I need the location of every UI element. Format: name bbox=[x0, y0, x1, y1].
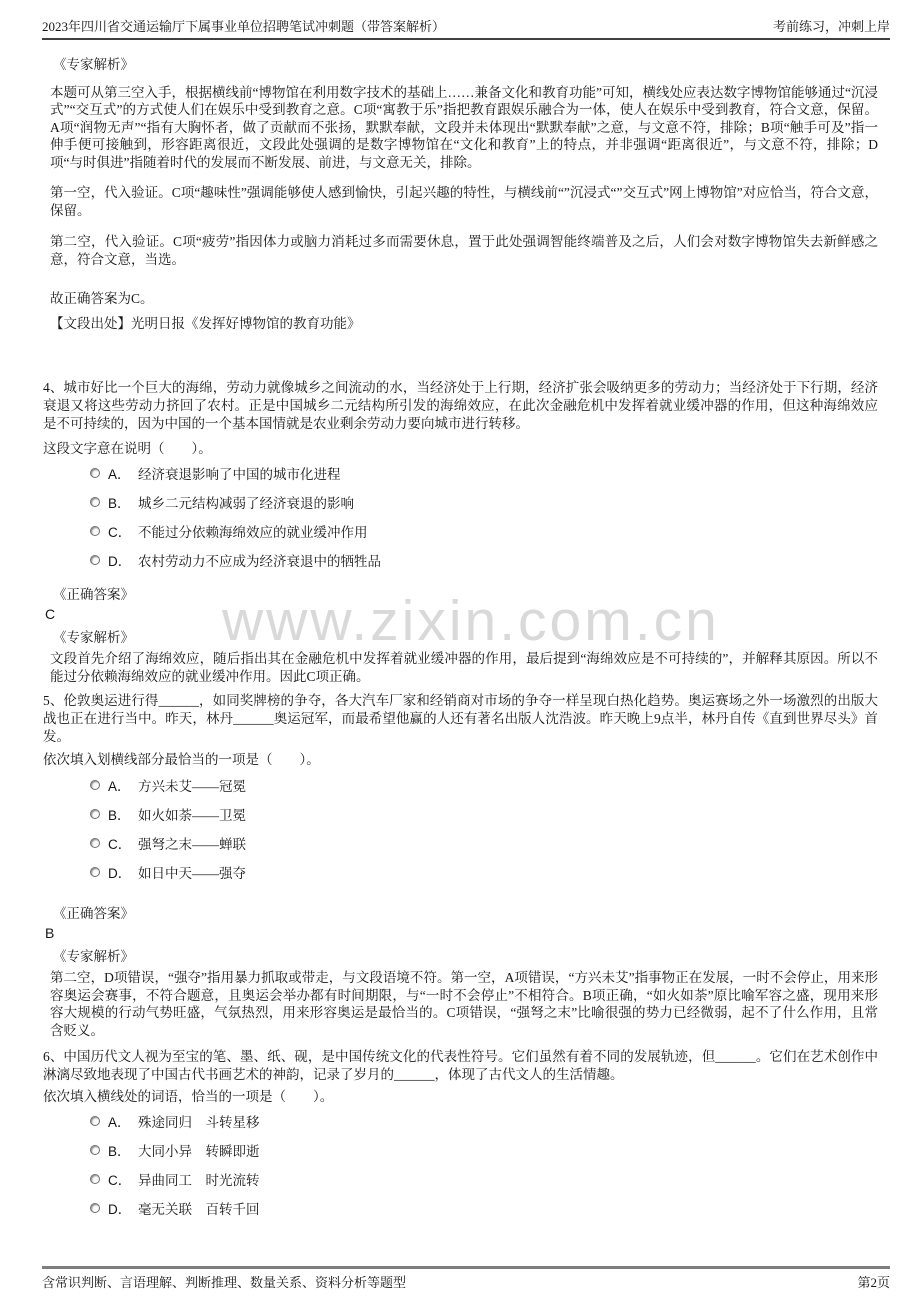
option-text: 殊途同归 斗转星移 bbox=[138, 1115, 260, 1130]
option-label: A． bbox=[108, 779, 131, 794]
answer-value: C bbox=[45, 606, 56, 622]
option-row[interactable] bbox=[90, 834, 878, 852]
page-footer bbox=[42, 1266, 890, 1291]
option-row[interactable] bbox=[90, 1199, 878, 1217]
answer-value: B bbox=[45, 925, 55, 941]
analysis-paragraph: 第二空，代入验证。C项“疲劳”指因体力或脑力消耗过多而需要休息，置于此处强调智能终端普及之后，人们会对数字博物馆失去新鲜感之意，符合文意，当选。 bbox=[50, 234, 878, 267]
option-text: 异曲同工 时光流转 bbox=[138, 1173, 260, 1188]
question-prompt: 依次填入划横线部分最恰当的一项是（ ）。 bbox=[43, 752, 320, 767]
option-label: D． bbox=[108, 866, 132, 881]
analysis-paragraph: 第二空，D项错误，“强夺”指用暴力抓取或带走，与文段语境不符。第一空，A项错误，“方兴未艾”指事物正在发展，一时不会停止，用来形容奥运会赛事，不符合题意，且奥运会举办都有时间期限，与“一时不会停止”不相符合。B项正确，“如火如荼”原比喻军容之盛，现用来形容大规模的行动气势旺盛，气氛热烈，用来形容奥运是最恰当的。C项错误，“强弩之末”比喻很强的势力已经微弱，起不了什么作用，且常含贬义。 bbox=[50, 970, 878, 1038]
analysis-paragraph: 文段首先介绍了海绵效应，随后指出其在金融危机中发挥着就业缓冲器的作用，最后提到“海绵效应是不可持续的”，并解释其原因。所以不能过分依赖海绵效应的就业缓冲作用。因此C项正确。 bbox=[50, 651, 878, 684]
option-row[interactable] bbox=[90, 863, 878, 881]
radio-icon[interactable] bbox=[90, 780, 100, 790]
analysis-source: 【文段出处】光明日报《发挥好博物馆的教育功能》 bbox=[50, 316, 361, 331]
option-text: 如火如荼——卫冕 bbox=[138, 808, 246, 823]
option-label: D． bbox=[108, 1202, 132, 1217]
radio-icon[interactable] bbox=[90, 1174, 100, 1184]
option-label: C． bbox=[108, 525, 132, 540]
option-label: C． bbox=[108, 1173, 132, 1188]
radio-icon[interactable] bbox=[90, 1203, 100, 1213]
options-group bbox=[43, 464, 878, 569]
options-group bbox=[43, 1112, 878, 1217]
option-label: D． bbox=[108, 554, 132, 569]
option-row[interactable] bbox=[90, 522, 878, 540]
option-row[interactable] bbox=[90, 493, 878, 511]
question-prompt: 这段文字意在说明（ ）。 bbox=[43, 441, 212, 456]
option-label: B． bbox=[108, 496, 131, 511]
option-text: 方兴未艾——冠冕 bbox=[138, 779, 246, 794]
option-text: 大同小异 转瞬即逝 bbox=[138, 1144, 260, 1159]
page-number: 第2页 bbox=[857, 1275, 890, 1290]
radio-icon[interactable] bbox=[90, 867, 100, 877]
footer-description: 含常识判断、言语理解、判断推理、数量关系、资料分析等题型 bbox=[42, 1275, 407, 1290]
option-text: 如日中天——强夺 bbox=[138, 866, 246, 881]
analysis-heading: 《专家解析》 bbox=[53, 630, 134, 645]
analysis-paragraph: 本题可从第三空入手，根据横线前“博物馆在利用数字技术的基础上……兼备文化和教育功能”可知，横线处应表达数字博物馆能够通过“沉浸式”“交互式”的方式使人们在娱乐中受到教育之意。C项“寓教于乐”指把教育跟娱乐融合为一体，使人在娱乐中受到教育，符合文意，保留。A项“润物无声”“指有大胸怀者，做了贡献而不张扬，默默奉献，文段并未体现出“默默奉献”之意，与文意不符，排除；B项“触手可及”指一伸手便可接触到，形容距离很近，文段此处强调的是数字博物馆在“文化和教育”上的特点，并非强调“距离很近”，与文意不符，排除；D项“与时俱进”指随着时代的发展而不断发展、前进，与文意无关，排除。 bbox=[50, 84, 878, 170]
question-4 bbox=[43, 379, 878, 580]
question-5-answer-section bbox=[45, 902, 878, 1039]
radio-icon[interactable] bbox=[90, 1145, 100, 1155]
option-text: 经济衰退影响了中国的城市化进程 bbox=[138, 467, 341, 482]
option-label: B． bbox=[108, 1144, 131, 1159]
option-label: A． bbox=[108, 467, 131, 482]
header-tagline: 考前练习，冲刺上岸 bbox=[772, 19, 890, 34]
option-row[interactable] bbox=[90, 776, 878, 794]
question-stem: 6、中国历代文人视为至宝的笔、墨、纸、砚，是中国传统文化的代表性符号。它们虽然有着不同的发展轨迹，但______。它们在艺术创作中淋漓尽致地表现了中国古代书画艺术的神韵，记录了岁月的______，体现了古代文人的生活情趣。 bbox=[43, 1049, 878, 1082]
radio-icon[interactable] bbox=[90, 809, 100, 819]
question-prompt: 依次填入横线处的词语，恰当的一项是（ ）。 bbox=[43, 1089, 334, 1104]
document-title: 2023年四川省交通运输厅下属事业单位招聘笔试冲刺题（带答案解析） bbox=[42, 19, 446, 34]
analysis-conclusion: 故正确答案为C。 bbox=[50, 291, 154, 306]
option-label: B． bbox=[108, 808, 131, 823]
option-row[interactable] bbox=[90, 551, 878, 569]
option-row[interactable] bbox=[90, 1112, 878, 1130]
option-row[interactable] bbox=[90, 805, 878, 823]
question-stem: 5、伦敦奥运进行得______，如同奖牌榜的争夺，各大汽车厂家和经销商对市场的争夺一样呈现白热化趋势。奥运赛场之外一场激烈的出版大战也正在进行当中。昨天，林丹______奥运冠军，而最希望他赢的人还有著名出版人沈浩波。昨天晚上9点半，林丹自传《直到世界尽头》首发。 bbox=[43, 693, 878, 744]
option-row[interactable] bbox=[90, 1170, 878, 1188]
analysis-heading: 《专家解析》 bbox=[53, 57, 134, 72]
radio-icon[interactable] bbox=[90, 1116, 100, 1126]
option-label: A． bbox=[108, 1115, 131, 1130]
radio-icon[interactable] bbox=[90, 838, 100, 848]
option-row[interactable] bbox=[90, 464, 878, 482]
option-text: 不能过分依赖海绵效应的就业缓冲作用 bbox=[138, 525, 368, 540]
radio-icon[interactable] bbox=[90, 526, 100, 536]
analysis-paragraph: 第一空，代入验证。C项“趣味性”强调能够使人感到愉快，引起兴趣的特性，与横线前“”沉浸式“”交互式”网上博物馆”对应恰当，符合文意，保留。 bbox=[50, 185, 878, 218]
option-label: C． bbox=[108, 837, 132, 852]
radio-icon[interactable] bbox=[90, 555, 100, 565]
page-header bbox=[42, 16, 890, 40]
option-text: 农村劳动力不应成为经济衰退中的牺牲品 bbox=[138, 554, 381, 569]
intro-analysis-section bbox=[45, 53, 878, 333]
option-text: 强弩之末——蝉联 bbox=[138, 837, 246, 852]
watermark: www.zixin.com.cn bbox=[222, 589, 720, 653]
option-text: 城乡二元结构减弱了经济衰退的影响 bbox=[138, 496, 354, 511]
analysis-heading: 《专家解析》 bbox=[53, 949, 134, 964]
question-6 bbox=[43, 1048, 878, 1228]
option-text: 毫无关联 百转千回 bbox=[138, 1202, 260, 1217]
question-5 bbox=[43, 692, 878, 892]
question-stem: 4、城市好比一个巨大的海绵，劳动力就像城乡之间流动的水，当经济处于上行期，经济扩张会吸纳更多的劳动力；当经济处于下行期，经济衰退又将这些劳动力挤回了农村。正是中国城乡二元结构所引发的海绵效应，在此次金融危机中发挥着就业缓冲器的作用，但这种海绵效应是不可持续的，因为中国的一个基本国情就是农业剩余劳动力要向城市进行转移。 bbox=[43, 380, 878, 431]
question-4-answer-section bbox=[45, 583, 878, 685]
radio-icon[interactable] bbox=[90, 468, 100, 478]
radio-icon[interactable] bbox=[90, 497, 100, 507]
options-group bbox=[43, 776, 878, 881]
answer-heading: 《正确答案》 bbox=[53, 587, 134, 602]
option-row[interactable] bbox=[90, 1141, 878, 1159]
answer-heading: 《正确答案》 bbox=[53, 906, 134, 921]
